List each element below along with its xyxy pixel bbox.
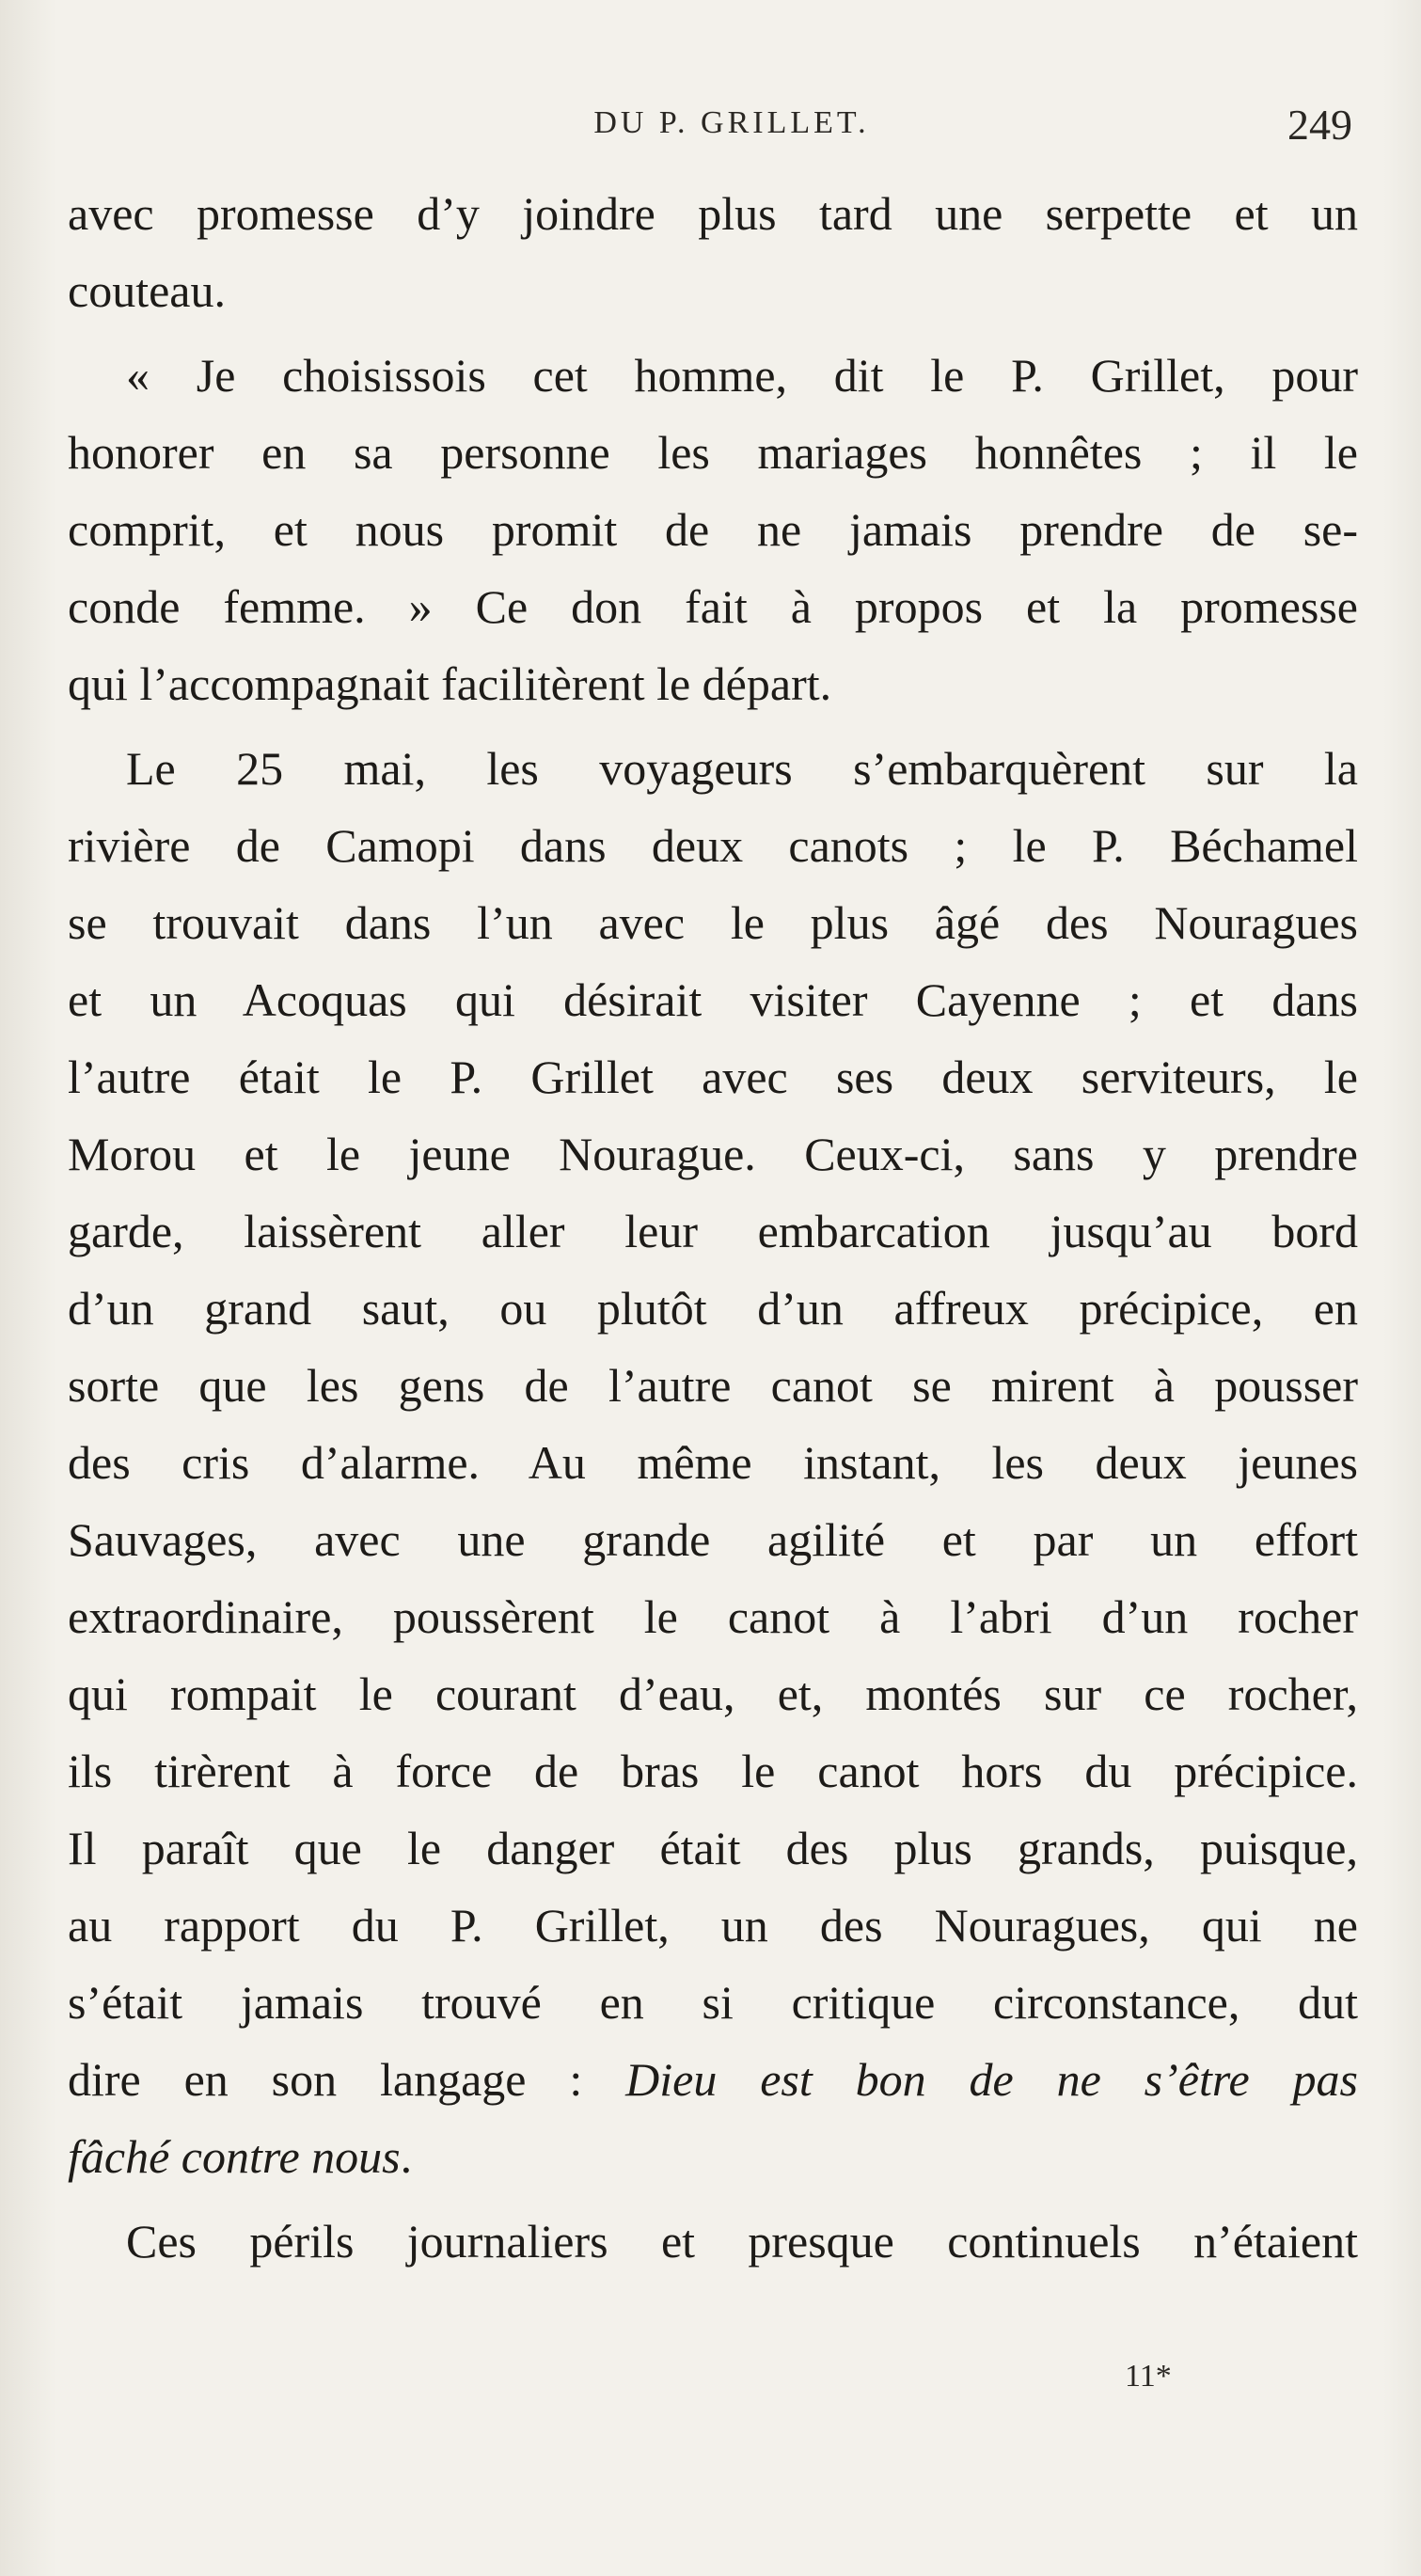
text-line: Il paraît que le danger était des plus grands, puisque, [68,1822,1358,1874]
text-line: couteau. [68,264,226,317]
text-line: extraordinaire, poussèrent le canot à l’abri d’un rocher [68,1590,1358,1643]
quote-italic-end: fâché contre nous [68,2130,401,2183]
text-line: garde, laissèrent aller leur embarcation jusqu’au bord [68,1205,1358,1257]
text-line: s’était jamais trouvé en si critique circonstance, dut [68,1976,1358,2029]
text-line: Sauvages, avec une grande agilité et par un effort [68,1513,1358,1566]
quote-italic: Dieu est bon de ne s’être pas [625,2053,1358,2106]
body-text [68,175,1358,2280]
text-line: avec promesse d’y joindre plus tard une serpette et un [68,187,1358,240]
text-line-quote [68,2041,1358,2118]
quote-plain: dire en son langage : [68,2053,626,2106]
text-line: des cris d’alarme. Au même instant, les deux jeunes [68,1436,1358,1489]
text-line: qui l’accompagnait facilitèrent le départ. [68,657,832,710]
page-number: 249 [1287,101,1352,149]
text-line: rivière de Camopi dans deux canots ; le P. Béchamel [68,819,1358,872]
text-line: l’autre était le P. Grillet avec ses deux serviteurs, le [68,1051,1358,1103]
text-line: comprit, et nous promit de ne jamais prendre de se- [68,503,1358,556]
text-line: sorte que les gens de l’autre canot se mirent à pousser [68,1359,1358,1412]
page-header [68,101,1358,162]
text-line: « Je choisissois cet homme, dit le P. Grillet, pour [126,349,1358,402]
signature-mark: 11* [1125,2359,1172,2394]
text-line-quote-end [68,2118,1358,2195]
text-line: ils tirèrent à force de bras le canot hors du précipice. [68,1745,1358,1797]
text-line: conde femme. » Ce don fait à propos et la promesse [68,580,1358,633]
text-line: Ces périls journaliers et presque continuels n’étaient [126,2215,1358,2268]
quote-period: . [400,2130,413,2183]
text-line: et un Acoquas qui désirait visiter Cayenne ; et dans [68,973,1358,1026]
text-line: qui rompait le courant d’eau, et, montés sur ce rocher, [68,1667,1358,1720]
text-line: honorer en sa personne les mariages honnêtes ; il le [68,426,1358,479]
text-line: au rapport du P. Grillet, un des Nouragues, qui ne [68,1899,1358,1952]
text-line: Le 25 mai, les voyageurs s’embarquèrent sur la [126,742,1358,795]
text-line: Morou et le jeune Nourague. Ceux-ci, sans y prendre [68,1128,1358,1180]
running-head: DU P. GRILLET. [593,105,870,140]
text-line: se trouvait dans l’un avec le plus âgé des Nouragues [68,896,1358,949]
text-line: d’un grand saut, ou plutôt d’un affreux précipice, en [68,1282,1358,1335]
